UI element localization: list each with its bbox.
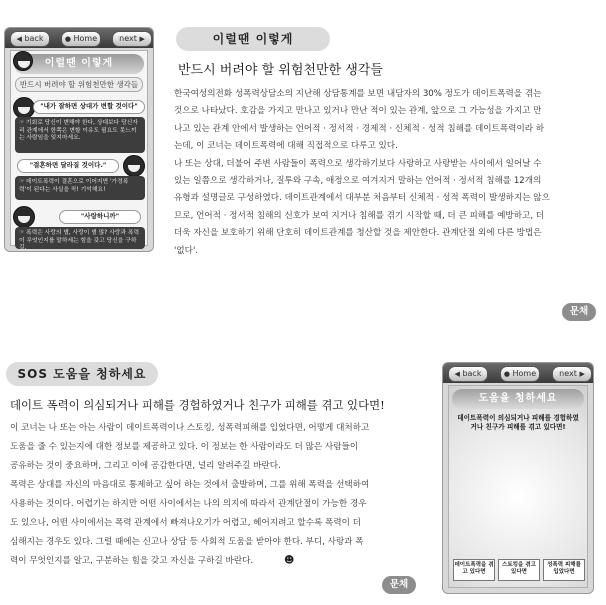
advice-box-2: ☞ 데이트폭력이 결혼으로 이어지면 '가정폭력'이 된다는 사실을 꼭! 기억해요! bbox=[15, 176, 145, 200]
phone-screen bbox=[10, 50, 148, 251]
help-button-stalking[interactable]: 스토킹을 겪고 있다면 bbox=[498, 559, 540, 581]
paragraph-line: 사용하는 것이다. 어렵기는 하지만 어떤 사이에서는 나의 의지에 따라서 관계단절이 가능한 경우 bbox=[10, 499, 367, 509]
phone-mockup-dating-thoughts bbox=[4, 27, 154, 252]
paragraph-line: 나고 있는 관계 안에서 발생하는 언어적 · 정서적 · 경제적 · 신체적 · 성적 침해를 데이트폭력이라 하 bbox=[174, 123, 545, 134]
advice-box-3: ☞ 폭력은 사랑의 별, 사랑이 별 많? 사랑과 폭력이 무엇인지를 말하세는 힘을 갖고 당신을 구하길. bbox=[15, 227, 145, 249]
back-button[interactable]: ◀ back bbox=[448, 366, 488, 382]
paragraph-line: 력이 무엇인지를 알고, 구분하는 힘을 갖고 자신을 구하길 바란다. bbox=[10, 556, 254, 566]
phone-mockup-sos bbox=[442, 362, 594, 594]
paragraph-line: 한국여성의전화 성폭력상담소의 지난해 상담통계를 보면 내담자의 30% 정도가 데이트폭력을 겪는 bbox=[174, 89, 542, 99]
advice-box-1: ☞ 기회로 당신이 변해야 한다, 상대보다 당신자리 관계에서 한쪽은 변할 이유도 필요도 못느끼는 사람임을 잊지마세요. bbox=[15, 117, 145, 153]
thought-bubble-1: "내가 잘하면 상대가 변할 것이다" bbox=[33, 100, 145, 114]
paragraph-line: 폭력은 상대를 자신의 마음대로 통제하고 싶어 하는 것에서 출발하며, 그를 위해 폭력을 선택하여 bbox=[10, 480, 370, 490]
phone-header-title: 이럴땐 이렇게 bbox=[14, 54, 144, 74]
author-badge: 문채 bbox=[382, 576, 416, 594]
paragraph-line: 이 코너는 나 또는 아는 사람이 데이트폭력이나 스토킹, 성폭력피해를 입었다면, 어떻게 대처하고 bbox=[10, 423, 370, 433]
home-icon: ● bbox=[64, 35, 71, 43]
home-button[interactable]: ● Home bbox=[500, 366, 540, 382]
phone-screen bbox=[448, 385, 588, 588]
section-heading: 반드시 버려야 할 위험천만한 생각들 bbox=[178, 63, 383, 78]
back-arrow-icon: ◀ bbox=[454, 370, 460, 378]
paragraph-line: 는데, 이 코너는 데이트폭력에 대해 직접적으로 다루고 있다. bbox=[174, 141, 398, 152]
paragraph-line: 있는 일쯤으로 생각하거나, 질투와 구속, 애정으로 여겨지거 말하는 언어적 · 정서적 침해를 12개의 bbox=[174, 176, 542, 186]
phone-top-bar bbox=[5, 28, 153, 48]
help-button-sexual-violence[interactable]: 성폭력 피해를 입었다면 bbox=[543, 559, 585, 581]
paragraph-line: 심해지는 경우도 있다. 그럴 때에는 신고나 상담 등 사회적 도움을 받아야 한다. 부디, 사랑과 폭 bbox=[10, 537, 364, 547]
home-button[interactable]: ● Home bbox=[61, 31, 101, 47]
avatar-icon bbox=[123, 155, 145, 177]
next-arrow-icon: ▶ bbox=[139, 35, 145, 43]
next-button[interactable]: next ▶ bbox=[112, 31, 152, 47]
next-arrow-icon: ▶ bbox=[579, 370, 585, 378]
thought-bubble-3: "사랑하니까" bbox=[59, 210, 141, 224]
paragraph-line: 것으로 나타났다. 호감을 가지고 만나고 있거나 만난 적이 있는 관계, 앞으로 그 가능성을 가지고 만 bbox=[174, 106, 542, 117]
thought-bubble-2: "결혼하면 달라질 것이다." bbox=[17, 159, 119, 173]
paragraph-line: '없다'. bbox=[174, 245, 199, 256]
phone-message: 데이트폭력이 의심되거나 피해를 경험하였거나 친구가 피해를 겪고 있다면! bbox=[457, 414, 579, 431]
author-badge: 문채 bbox=[562, 303, 596, 321]
section-title-pill: 이럴땐 이렇게 bbox=[176, 27, 330, 51]
help-button-dating-violence[interactable]: 데이트폭력을 겪고 있다면 bbox=[453, 559, 495, 581]
back-button[interactable]: ◀ back bbox=[10, 31, 50, 47]
section-heading: 데이트 폭력이 의심되거나 피해를 경험하였거나 친구가 피해를 겪고 있다면! bbox=[10, 398, 385, 412]
section-title-pill: SOS 도움을 청하세요 bbox=[6, 362, 158, 386]
home-icon: ● bbox=[503, 370, 510, 378]
phone-top-bar bbox=[443, 363, 593, 383]
paragraph-line: 공유하는 것이 중요하며, 그리고 이에 공감한다면, 널리 알려주길 바란다. bbox=[10, 461, 281, 471]
paragraph-line: 므로, 언어적 · 정서적 침해의 신호가 보여 지거나 침해를 겪기 시작할 때, 더 큰 피해를 예방하고, 더 bbox=[174, 210, 545, 221]
paragraph-line: 나 또는 상대, 더불어 주변 사람들이 폭력으로 생각하기보다 사랑하고 사랑받는 사이에서 일어날 수 bbox=[174, 158, 542, 169]
paragraph-line: 더욱 자신을 보호하기 위해 단호히 데이트관계를 청산할 것을 제안한다. 관계단절 외에 다른 방법은 bbox=[174, 228, 542, 239]
smiley-icon: ☻ bbox=[284, 555, 295, 566]
phone-header-title: 도움을 청하세요 bbox=[452, 389, 584, 409]
next-button[interactable]: next ▶ bbox=[552, 366, 592, 382]
avatar-icon bbox=[13, 97, 35, 119]
avatar-icon bbox=[13, 206, 35, 228]
avatar-icon bbox=[13, 51, 33, 71]
paragraph-line: 유형과 설명글로 구성하였다. 데이트관계에서 대부분 처음부터 신체적 · 성적 폭력이 발생하지는 않으 bbox=[174, 193, 550, 204]
paragraph-line: 도 있으나, 어떤 사이에서는 폭력 관계에서 빠져나오기가 어렵고, 헤어지려고 할수록 폭력이 더 bbox=[10, 518, 361, 528]
phone-subtitle: 반드시 버려야 할 위험천만한 생각들 bbox=[15, 77, 143, 92]
back-arrow-icon: ◀ bbox=[16, 35, 22, 43]
paragraph-line: 도움을 줄 수 있는지에 대한 정보를 제공하고 있다. 이 정보는 한 사람이라도 더 많은 사람들이 bbox=[10, 442, 359, 452]
